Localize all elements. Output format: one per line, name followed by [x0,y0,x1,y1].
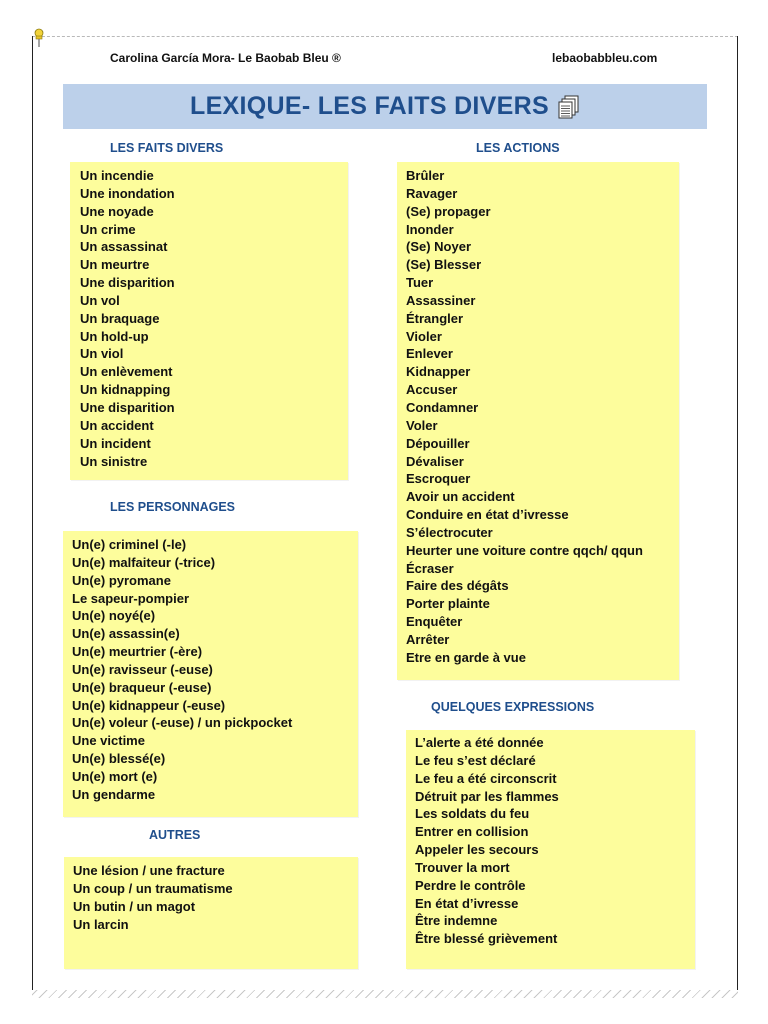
heading-autres: AUTRES [149,828,201,842]
actions-item: Étrangler [406,310,464,326]
actions-item: Enquêter [406,614,463,630]
personnages-item: Un(e) voleur (-euse) / un pickpocket [72,715,293,731]
page-border-left [32,36,33,990]
faits-divers-item: Une noyade [80,203,154,219]
heading-expressions: QUELQUES EXPRESSIONS [431,700,595,714]
faits-divers-item: Une disparition [80,399,175,415]
expressions-item: Le feu s’est déclaré [415,752,536,768]
personnages-item: Un(e) braqueur (-euse) [72,679,212,695]
actions-item: (Se) Blesser [406,257,482,273]
personnages-item: Un(e) malfaiteur (-trice) [72,554,216,570]
actions-item: (Se) propager [406,203,491,219]
faits-divers-item: Un accident [80,417,154,433]
faits-divers-item: Un sinistre [80,453,148,469]
box-autres [64,857,358,969]
actions-item: Accuser [406,382,458,398]
expressions-item: Perdre le contrôle [415,877,526,893]
personnages-item: Un(e) kidnappeur (-euse) [72,697,226,713]
actions-item: Etre en garde à vue [406,649,526,665]
actions-item: Violer [406,328,442,344]
expressions-item: Trouver la mort [415,859,510,875]
actions-item: Dévaliser [406,453,464,469]
page-border-right [737,36,738,990]
faits-divers-item: Un enlèvement [80,364,173,380]
actions-item: Ravager [406,185,458,201]
expressions-item: Le feu a été circonscrit [415,770,557,786]
personnages-item: Un(e) pyromane [72,572,171,588]
actions-item: Escroquer [406,471,471,487]
header-author: Carolina García Mora- Le Baobab Bleu ® [110,51,341,65]
personnages-item: Le sapeur-pompier [72,590,190,606]
actions-item: Enlever [406,346,453,362]
page-title: LEXIQUE- LES FAITS DIVERS [190,92,549,120]
expressions-item: Être indemne [415,913,498,929]
actions-item: Assassiner [406,292,476,308]
actions-item: (Se) Noyer [406,239,472,255]
box-faits-divers [70,162,348,480]
actions-item: Écraser [406,560,454,576]
actions-item: Arrêter [406,631,450,647]
heading-faits-divers: LES FAITS DIVERS [110,141,224,155]
personnages-item: Un(e) mort (e) [72,768,158,784]
faits-divers-item: Une inondation [80,185,175,201]
actions-item: Kidnapper [406,364,471,380]
faits-divers-item: Un viol [80,346,124,362]
expressions-item: En état d’ivresse [415,895,519,911]
faits-divers-item: Un incendie [80,168,154,183]
personnages-item: Un(e) blessé(e) [72,751,166,767]
expressions-item: Entrer en collision [415,824,529,840]
autres-item: Une lésion / une fracture [73,863,225,878]
actions-item: Dépouiller [406,435,470,451]
personnages-item: Un(e) assassin(e) [72,626,180,642]
expressions-item: Les soldats du feu [415,806,530,822]
faits-divers-item: Un meurtre [80,257,150,273]
box-expressions [406,730,695,969]
actions-item: Voler [406,417,438,433]
title-bar [63,84,707,129]
pushpin-icon [31,28,47,48]
personnages-item: Un(e) noyé(e) [72,608,156,624]
personnages-item: Un(e) ravisseur (-euse) [72,661,213,677]
faits-divers-item: Un braquage [80,310,160,326]
autres-item: Un butin / un magot [73,898,196,914]
page-border-bottom [32,990,738,998]
actions-item: Porter plainte [406,596,490,612]
faits-divers-item: Un hold-up [80,328,149,344]
actions-item: Conduire en état d’ivresse [406,507,569,523]
actions-item: S’électrocuter [406,524,493,540]
expressions-item: Être blessé grièvement [415,931,558,947]
faits-divers-item: Un vol [80,292,120,308]
personnages-item: Un gendarme [72,786,156,802]
heading-actions: LES ACTIONS [476,141,560,155]
box-actions [397,162,679,680]
documents-icon [558,95,580,119]
autres-item: Un coup / un traumatisme [73,880,233,896]
actions-item: Heurter une voiture contre qqch/ qqun [406,542,643,558]
actions-item: Faire des dégâts [406,578,509,594]
actions-item: Brûler [406,168,445,183]
personnages-item: Une victime [72,733,145,749]
expressions-item: Appeler les secours [415,842,539,858]
actions-item: Tuer [406,275,434,291]
personnages-item: Un(e) meurtrier (-ère) [72,644,203,660]
expressions-item: Détruit par les flammes [415,788,559,804]
actions-item: Inonder [406,221,454,237]
page-border-top [32,36,738,37]
header-website: lebaobabbleu.com [552,51,658,65]
personnages-item: Un(e) criminel (-le) [72,537,187,552]
faits-divers-item: Une disparition [80,275,175,291]
autres-item: Un larcin [73,916,129,932]
expressions-item: L’alerte a été donnée [415,735,544,750]
heading-personnages: LES PERSONNAGES [110,500,236,514]
box-personnages [63,531,358,817]
faits-divers-item: Un assassinat [80,239,168,255]
faits-divers-item: Un crime [80,221,136,237]
actions-item: Condamner [406,399,479,415]
faits-divers-item: Un incident [80,435,151,451]
faits-divers-item: Un kidnapping [80,382,171,398]
actions-item: Avoir un accident [406,489,515,505]
